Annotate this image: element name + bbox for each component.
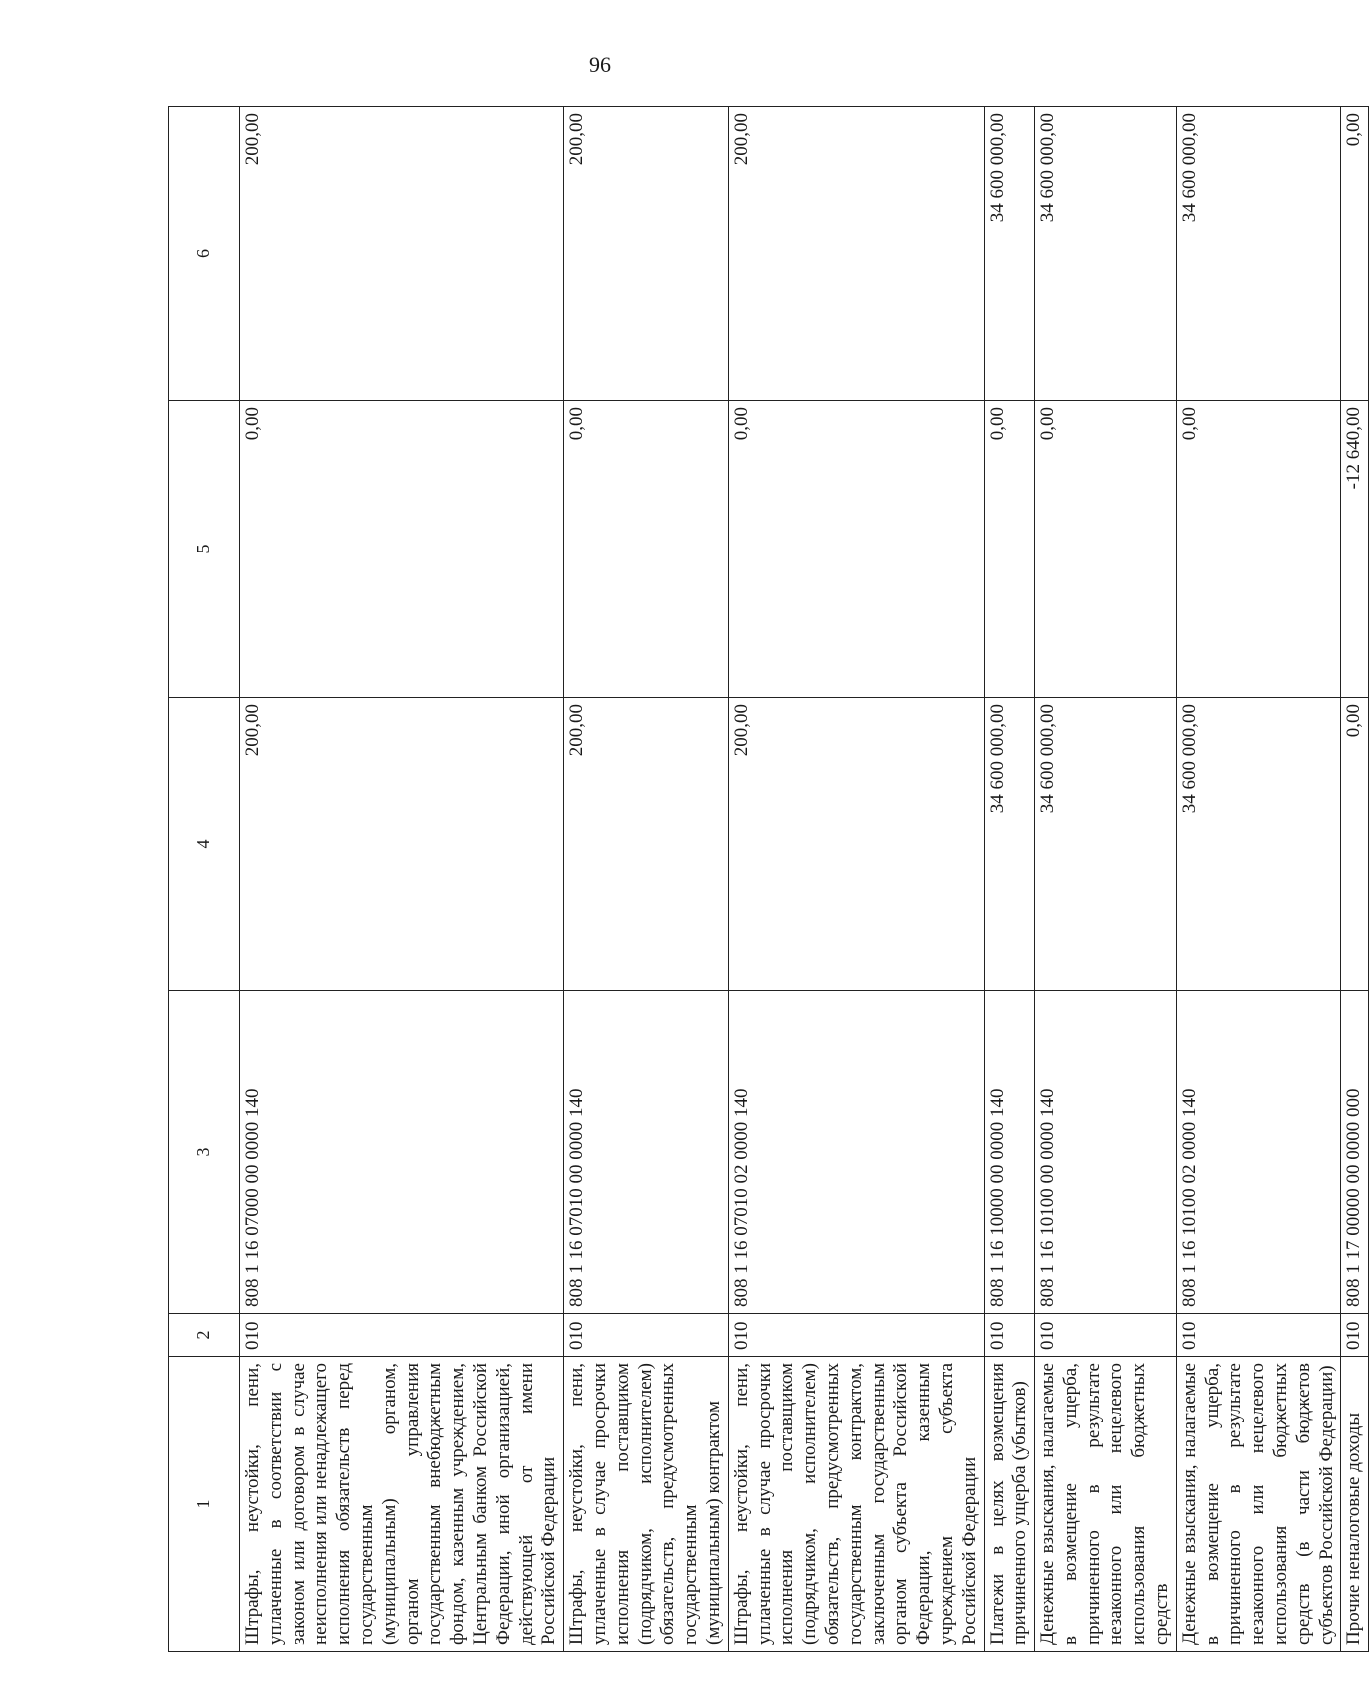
row-line-code: 010: [728, 1314, 984, 1357]
row-value-col5: 0,00: [1035, 401, 1177, 698]
row-line-code: 010: [240, 1314, 564, 1357]
header-col-1: 1: [169, 1357, 240, 1652]
row-budget-code: 808 1 16 10100 02 0000 140: [1176, 991, 1341, 1314]
row-value-col4: 34 600 000,00: [1176, 698, 1341, 991]
header-col-2: 2: [169, 1314, 240, 1357]
row-budget-code: 808 1 16 07010 00 0000 140: [564, 991, 729, 1314]
row-value-col6: 200,00: [728, 107, 984, 401]
row-value-col4: 200,00: [564, 698, 729, 991]
header-row: [169, 107, 240, 1652]
row-value-col4: 200,00: [240, 698, 564, 991]
header-col-5: 5: [169, 401, 240, 698]
table-row: [1341, 107, 1369, 1652]
row-name: Штрафы, неустойки, пени, уплаченные в случае просрочки исполнения поставщиком (подрядчиком, исполнителем) обязательств, предусмотренных государственным (муниципальным) контрактом: [564, 1357, 729, 1652]
row-name: Платежи в целях возмещения причиненного ущерба (убытков): [984, 1357, 1035, 1652]
row-name: Денежные взыскания, налагаемые в возмещение ущерба, причиненного в результате незаконного или нецелевого использования бюджетных средств: [1035, 1357, 1177, 1652]
row-value-col5: 0,00: [564, 401, 729, 698]
row-name: Штрафы, неустойки, пени, уплаченные в соответствии с законом или договором в случае неисполнения или ненадлежащего исполнения обязательств перед государственным (муниципальным) органом, органом управления государственным внебюджетным фондом, казенным учреждением, Центральным банком Российской Федерации, иной организацией, действующей от имени Российской Федерации: [240, 1357, 564, 1652]
table-container: [168, 107, 1365, 1652]
header-col-6: 6: [169, 107, 240, 401]
row-name: Прочие неналоговые доходы: [1341, 1357, 1369, 1652]
header-col-3: 3: [169, 991, 240, 1314]
row-value-col5: 0,00: [728, 401, 984, 698]
page-number: 96: [589, 52, 611, 77]
table-row: [1035, 107, 1177, 1652]
budget-revenue-table: [168, 106, 1369, 1652]
row-value-col5: 0,00: [240, 401, 564, 698]
table-row: [564, 107, 729, 1652]
row-budget-code: 808 1 17 00000 00 0000 000: [1341, 991, 1369, 1314]
row-value-col6: 200,00: [564, 107, 729, 401]
row-budget-code: 808 1 16 07000 00 0000 140: [240, 991, 564, 1314]
row-value-col6: 34 600 000,00: [1176, 107, 1341, 401]
row-value-col6: 200,00: [240, 107, 564, 401]
row-name: Штрафы, неустойки, пени, уплаченные в случае просрочки исполнения поставщиком (подрядчиком, исполнителем) обязательств, предусмотренных государственным контрактом, заключенным государственным органом субъекта Российской Федерации, казенным учреждением субъекта Российской Федерации: [728, 1357, 984, 1652]
row-value-col5: 0,00: [984, 401, 1035, 698]
row-budget-code: 808 1 16 10100 00 0000 140: [1035, 991, 1177, 1314]
table-row: [1176, 107, 1341, 1652]
table-row: [984, 107, 1035, 1652]
row-line-code: 010: [1341, 1314, 1369, 1357]
row-line-code: 010: [1176, 1314, 1341, 1357]
row-line-code: 010: [564, 1314, 729, 1357]
row-budget-code: 808 1 16 07010 02 0000 140: [728, 991, 984, 1314]
row-value-col5: -12 640,00: [1341, 401, 1369, 698]
row-budget-code: 808 1 16 10000 00 0000 140: [984, 991, 1035, 1314]
row-value-col6: 34 600 000,00: [1035, 107, 1177, 401]
row-value-col6: 0,00: [1341, 107, 1369, 401]
row-value-col4: 0,00: [1341, 698, 1369, 991]
row-value-col5: 0,00: [1176, 401, 1341, 698]
row-value-col6: 34 600 000,00: [984, 107, 1035, 401]
row-name: Денежные взыскания, налагаемые в возмещение ущерба, причиненного в результате незаконного или нецелевого использования бюджетных средств (в части бюджетов субъектов Российской Федерации): [1176, 1357, 1341, 1652]
row-line-code: 010: [984, 1314, 1035, 1357]
row-value-col4: 34 600 000,00: [984, 698, 1035, 991]
header-col-4: 4: [169, 698, 240, 991]
table-row: [728, 107, 984, 1652]
row-value-col4: 200,00: [728, 698, 984, 991]
table-row: [240, 107, 564, 1652]
row-line-code: 010: [1035, 1314, 1177, 1357]
row-value-col4: 34 600 000,00: [1035, 698, 1177, 991]
